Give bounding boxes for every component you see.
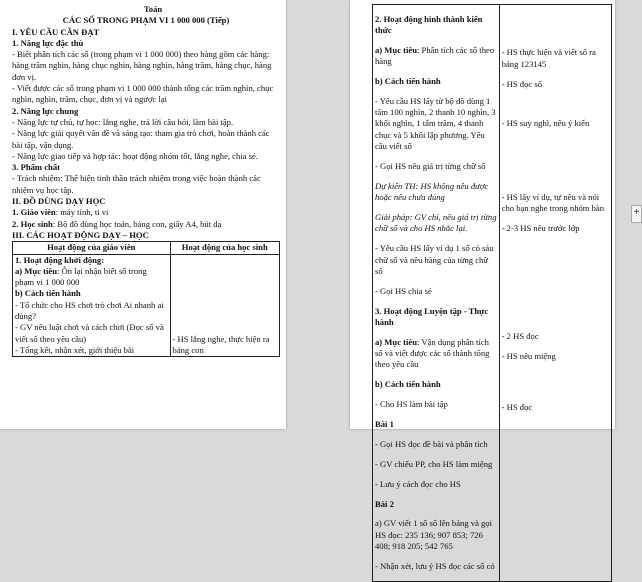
text: : Phân tích các số theo hàng (375, 44, 495, 67)
cell-line (375, 337, 497, 371)
cell-line: b) Cách tiến hành (15, 288, 81, 299)
cell-line: - 2 HS đọc (501, 330, 539, 341)
lesson-title: CÁC SỐ TRONG PHẠM VI 1 000 000 (Tiếp) (62, 15, 230, 26)
cell-line: b) Cách tiến hành (375, 75, 441, 86)
cell-line (15, 266, 168, 289)
cell-line: - 2-3 HS nêu trước lớp (501, 223, 580, 234)
label: a) Mục tiêu (375, 44, 418, 55)
subsection-heading: 2. Năng lực chung (12, 105, 79, 116)
label: 2. Học sinh (12, 218, 53, 229)
cell-line: - Yêu cầu HS lấy từ bộ đồ dùng 1 tấm 100 nghìn, 2 thanh 10 nghìn, 3 khối nghìn, 1 tấm trăm, 4 thanh chục và 5 khối lập phương. Yêu cầu viết số (375, 95, 496, 152)
text: : Bộ đồ dùng học toán, bảng con, giấy A4, bút dạ (52, 218, 222, 229)
cell-line: - HS nêu miệng (501, 350, 556, 361)
paragraph: - Trách nhiệm: Thể hiện tinh thần trách nhiệm trong việc hoàn thành các nhiệm vụ học tập. (12, 173, 261, 195)
exercise-heading: Bài 2 (375, 498, 394, 509)
left-page-content (12, 4, 280, 357)
activity-heading: 2. Hoạt động hình thành kiến thức (375, 13, 483, 35)
expand-panel-button[interactable]: + (631, 205, 642, 223)
cell-line: Dự kiến TH: HS không nêu được hoặc nêu chưa đúng (375, 180, 489, 203)
text: : Ôn lại nhận biết số trong phạm vi 1 000 000 (15, 265, 147, 288)
activity-table (12, 241, 280, 357)
paragraph: - Năng lực giải quyết vấn đề và sáng tạo: tham gia trò chơi, hoàn thành các bài tập, vận dụng. (12, 128, 270, 150)
table-cell-student (170, 254, 279, 357)
cell-line: Giải pháp: GV chỉ, nêu giá trị từng chữ số và cho HS nhắc lại. (375, 212, 497, 234)
table-cell-student (499, 5, 611, 582)
cell-line: - Lưu ý cách đọc cho HS (375, 478, 461, 489)
activity-heading: 1. Hoạt động khởi động: (15, 254, 105, 265)
table-cell-teacher (373, 5, 500, 582)
cell-line: - HS đọc (501, 401, 533, 412)
label: a) Mục tiêu (15, 265, 58, 276)
paragraph: - Biết phân tích các số (trong phạm vi 1 000 000) theo hàng gồm các hàng: hàng trăm nghìn, hàng chục nghìn, hàng nghìn, hàng trăm, hàng chục, hàng đơn vị. (12, 49, 272, 82)
section-heading: I. YÊU CẦU CẦN ĐẠT (12, 26, 100, 37)
subsection-heading: 1. Năng lực đặc thù (12, 37, 84, 48)
left-page (0, 0, 286, 429)
cell-line: - Cho HS làm bài tập (375, 399, 448, 410)
label: 1. Giáo viên (12, 207, 56, 218)
text: : máy tính, ti vi (55, 207, 109, 218)
table-header-row (13, 242, 280, 254)
paragraph: - Năng lực giao tiếp và hợp tác: hoạt động nhóm tốt, lắng nghe, chia sẻ. (12, 150, 258, 161)
exercise-heading: Bài 1 (375, 419, 394, 430)
paragraph (12, 219, 280, 230)
table-cell-teacher (13, 254, 171, 357)
cell-line: - HS thực hiện và viết số ra bảng 123145 (501, 47, 596, 69)
cell-line: - Gọi HS chia sẻ (375, 285, 432, 296)
cell-line: - GV nêu luật chơi và cách chơi (Đọc số và viết số theo yêu cầu) (15, 322, 164, 344)
paragraph: - Viết được các số trong phạm vi 1 000 000 thành tổng các trăm nghìn, chục nghìn, nghìn, trăm, chục, đơn vị và ngược lại (12, 83, 274, 105)
paragraph (12, 207, 280, 218)
cell-line: - Nhận xét, lưu ý HS đọc các số có (375, 560, 495, 571)
cell-line: - HS suy nghĩ, nêu ý kiến (501, 118, 590, 129)
activity-heading: 3. Hoạt động Luyện tập - Thực hành (375, 305, 489, 327)
cell-line: - Gọi HS nêu giá trị từng chữ số (375, 160, 486, 171)
section-heading: III. CÁC HOẠT ĐỘNG DẠY – HỌC (12, 229, 149, 240)
subject-header: Toán (143, 4, 163, 14)
cell-line: - Gọi HS đọc đề bài và phân tích (375, 438, 488, 449)
paragraph: - Năng lực tự chủ, tự học: lắng nghe, trả lời câu hỏi, làm bài tập. (12, 116, 234, 127)
cell-line: - Tổ chức cho HS chơi trò chơi Ai nhanh ai đúng? (15, 299, 164, 322)
table-row (13, 254, 280, 357)
activity-table-continued (372, 4, 612, 582)
section-heading: II. ĐỒ DÙNG DẠY HỌC (12, 196, 106, 207)
label: a) Mục tiêu (375, 336, 418, 347)
subsection-heading: 3. Phẩm chất (12, 162, 60, 173)
cell-line: - GV chiếu PP, cho HS làm miệng (375, 458, 493, 469)
cell-line: - HS lấy ví dụ, tự nêu và nói cho bạn nghe trong nhóm bàn (501, 192, 605, 214)
cell-line: a) GV viết 1 số số lên bảng và gọi HS đọc: 235 136; 907 853; 726 408; 918 205; 542 765 (375, 518, 493, 552)
text: : Vận dụng phân tích số và viết được các số thành tổng theo yêu cầu (375, 336, 490, 370)
table-header-teacher: Hoạt động của giáo viên (13, 242, 171, 254)
right-page (350, 0, 615, 571)
cell-line: - HS đọc số (501, 78, 542, 89)
cell-line: - Yêu cầu HS lấy ví dụ 1 số có sáu chữ số và nêu hàng của từng chữ số (375, 243, 494, 276)
cell-line: - HS lắng nghe, thực hiện ra bảng con (172, 333, 270, 355)
cell-line: - Tổng kết, nhận xét, giới thiệu bài (15, 344, 135, 355)
cell-line: b) Cách tiến hành (375, 379, 441, 390)
table-row (373, 5, 612, 582)
cell-line (375, 45, 497, 68)
table-header-student: Hoạt động của học sinh (170, 242, 279, 254)
